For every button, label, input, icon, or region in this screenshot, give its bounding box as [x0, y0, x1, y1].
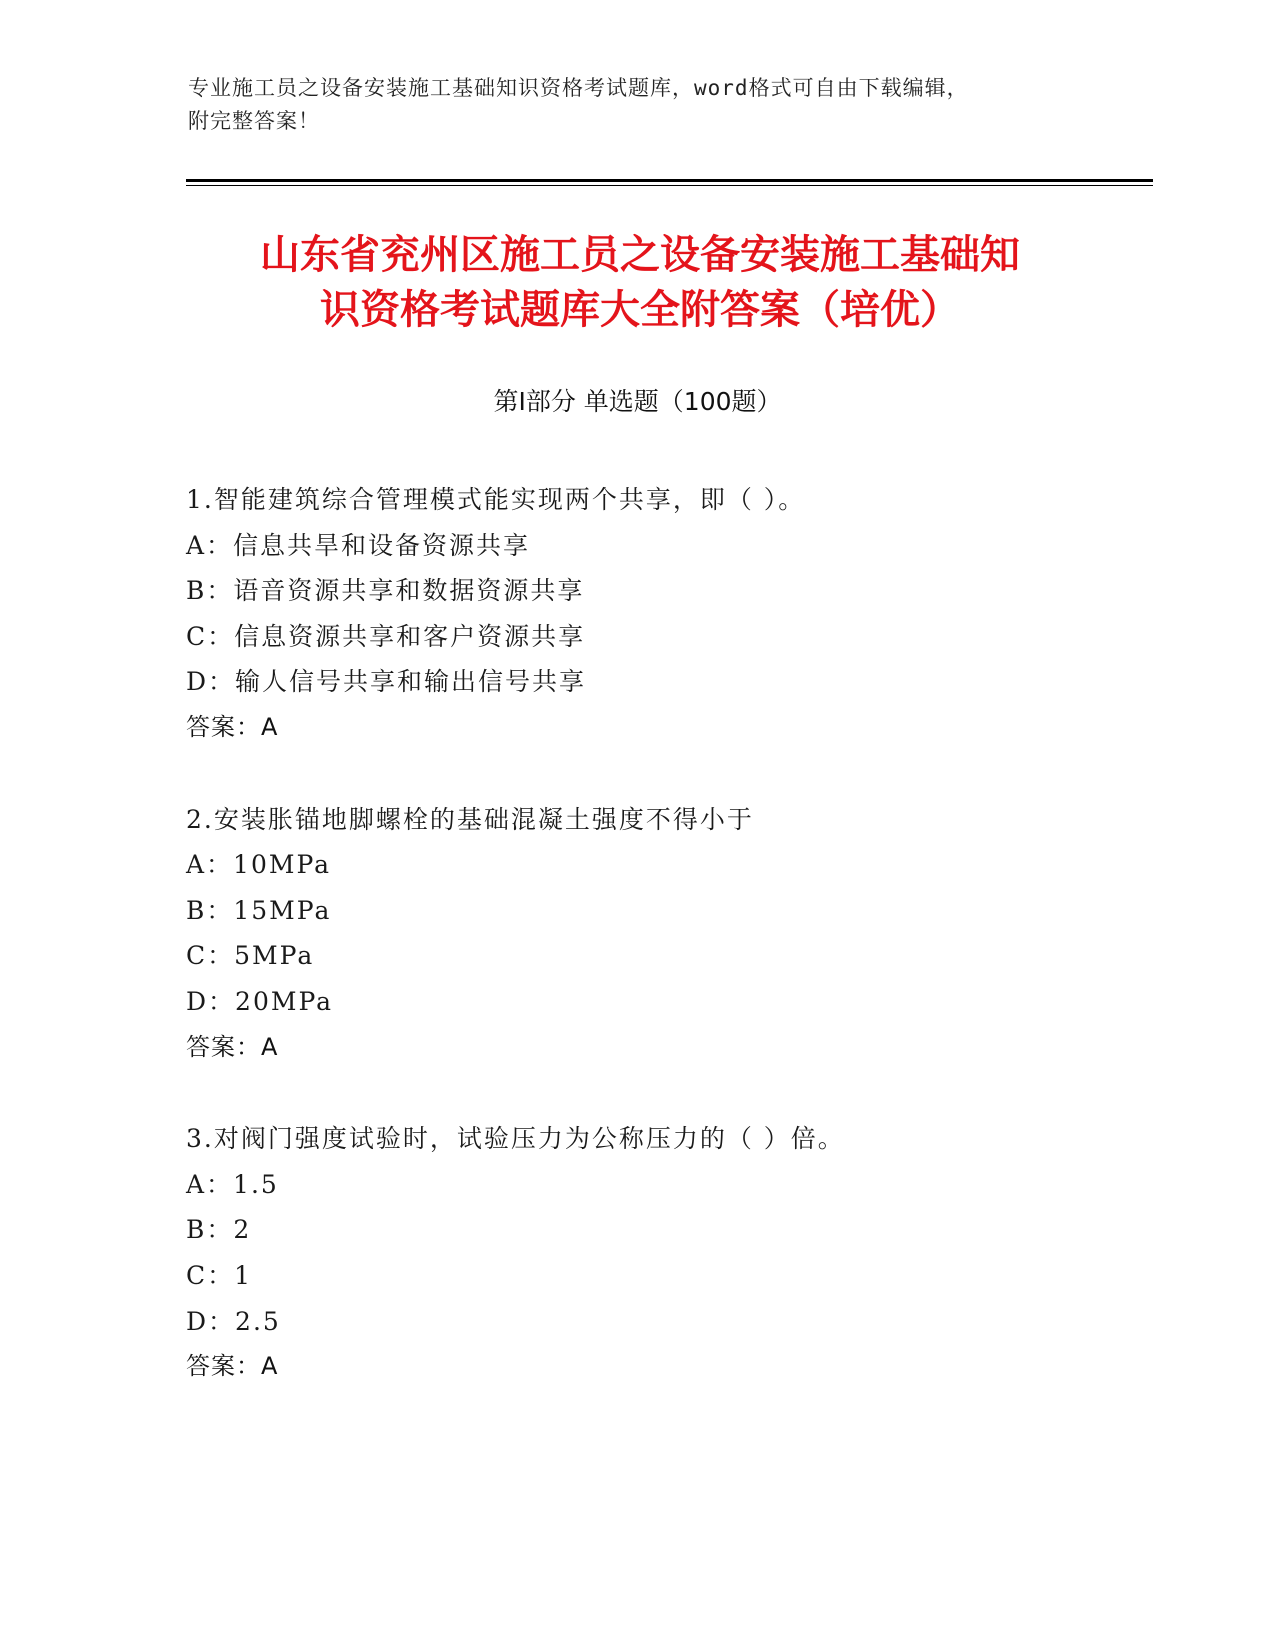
option-d: D：20MPa: [186, 986, 334, 1016]
option-b: B：2: [186, 1215, 252, 1245]
answer-label: 答案：A: [186, 1352, 279, 1381]
option-b: B：语音资源共享和数据资源共享: [186, 576, 585, 606]
header-rule-thick: [186, 179, 1153, 182]
header-rule-thin: [186, 185, 1153, 186]
question-list: [186, 477, 1126, 1436]
question-stem: 1.智能建筑综合管理模式能实现两个共享，即（ ）。: [186, 485, 806, 514]
option-a: A：10MPa: [186, 850, 332, 880]
question-2: [186, 797, 1126, 1071]
document-title: [180, 228, 1100, 338]
option-a: A：信息共旱和设备资源共享: [186, 530, 531, 560]
answer-label: 答案：A: [186, 1032, 279, 1061]
header-note-line-1: 专业施工员之设备安装施工基础知识资格考试题库，word格式可自由下载编辑，: [188, 76, 969, 100]
option-c: C：信息资源共享和客户资源共享: [186, 621, 586, 651]
option-a: A：1.5: [186, 1169, 279, 1199]
option-b: B：15MPa: [186, 895, 332, 925]
option-c: C：1: [186, 1260, 253, 1290]
question-1: [186, 477, 1126, 751]
option-c: C：5MPa: [186, 941, 315, 971]
section-title: 第Ⅰ部分 单选题（100题）: [493, 387, 782, 416]
document-title-line-1: 山东省兖州区施工员之设备安装施工基础知: [260, 232, 1020, 278]
question-3: [186, 1116, 1126, 1390]
header-note-line-2: 附完整答案！: [188, 109, 320, 133]
question-stem: 2.安装胀锚地脚螺栓的基础混凝土强度不得小于: [186, 804, 754, 834]
option-d: D：2.5: [186, 1306, 281, 1336]
option-d: D：输人信号共享和输出信号共享: [186, 667, 587, 697]
question-stem: 3.对阀门强度试验时，试验压力为公称压力的（ ）倍。: [186, 1124, 845, 1154]
document-title-line-2: 识资格考试题库大全附答案（培优）: [320, 287, 960, 333]
answer-label: 答案：A: [186, 712, 279, 741]
header-note: [188, 72, 1068, 138]
